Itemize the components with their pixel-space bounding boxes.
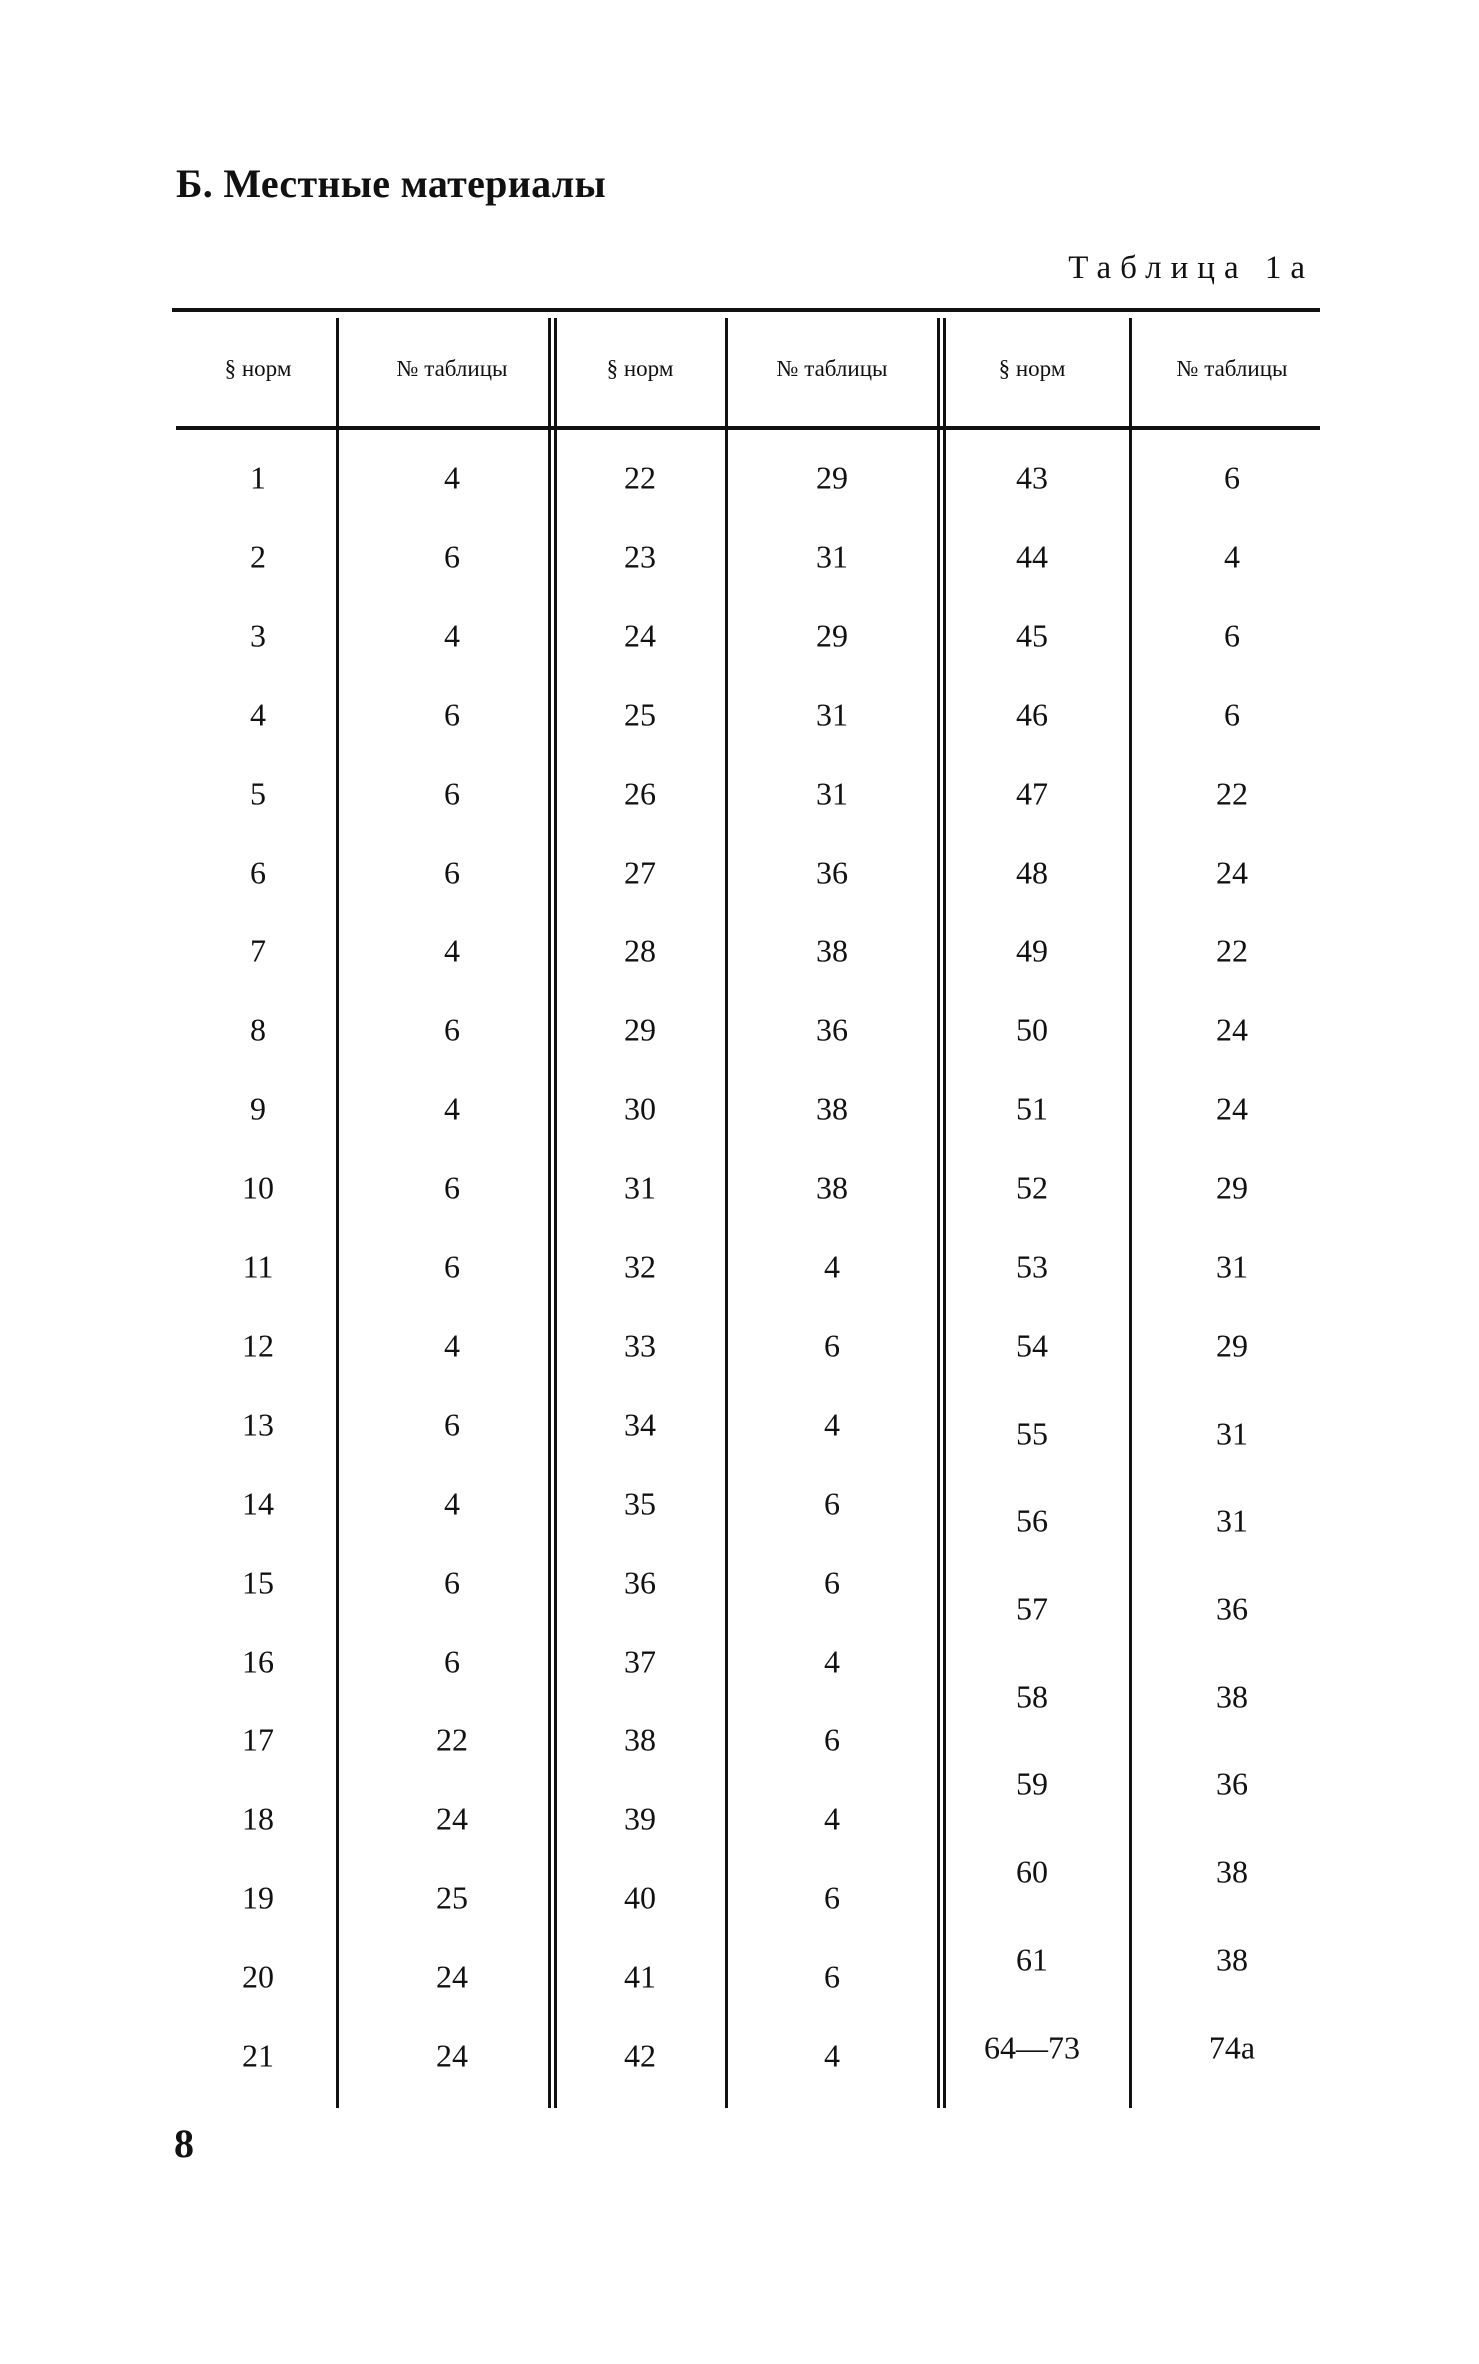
table-cell: 24 [1216, 1011, 1248, 1048]
table-cell: 10 [242, 1169, 274, 1206]
table-cell: 74а [1208, 2029, 1256, 2065]
table-cell: 22 [1216, 932, 1248, 969]
table-cell: 6 [1224, 696, 1240, 733]
table-cell: 31 [816, 538, 848, 575]
column-header: § норм [606, 356, 674, 381]
table-cell: 54 [1016, 1327, 1048, 1364]
table-cell: 6 [444, 775, 460, 812]
table-cell: 6 [824, 1721, 840, 1758]
table-cell: 34 [624, 1406, 656, 1443]
table-cell: 4 [444, 1327, 460, 1364]
table-cell: 39 [624, 1800, 656, 1837]
table-cell: 38 [816, 1090, 848, 1127]
table-cell: 44 [1016, 538, 1048, 575]
table-cell: 4 [444, 1090, 460, 1127]
table-cell: 58 [1016, 1678, 1048, 1715]
table-cell: 36 [816, 854, 848, 890]
table-cell: 6 [444, 696, 460, 733]
table-cell: 3 [250, 617, 266, 654]
table-cell: 29 [624, 1011, 656, 1048]
table-cell: 6 [824, 1564, 840, 1601]
table-cell: 18 [242, 1800, 274, 1837]
table-cell: 46 [1016, 696, 1048, 733]
table-cell: 22 [1216, 775, 1248, 812]
table-cell: 60 [1016, 1853, 1048, 1890]
table-cell: 25 [436, 1879, 468, 1916]
table-cell: 4 [444, 932, 460, 969]
table-cell: 38 [624, 1721, 656, 1758]
table-cell: 52 [1016, 1169, 1048, 1206]
column-header: № таблицы [1176, 356, 1288, 381]
column-divider [1129, 318, 1132, 2108]
table-cell: 27 [624, 854, 656, 890]
table-cell: 29 [1216, 1327, 1248, 1364]
table-cell: 4 [250, 696, 266, 733]
table-cell: 15 [242, 1564, 274, 1601]
table-cell: 35 [624, 1485, 656, 1522]
table-cell: 57 [1016, 1590, 1048, 1627]
table-cell: 43 [1016, 459, 1048, 496]
column-header: § норм [998, 356, 1066, 381]
table-cell: 31 [1216, 1248, 1248, 1285]
table-cell: 32 [624, 1248, 656, 1285]
table-cell: 29 [1216, 1169, 1248, 1206]
group-divider-double [548, 318, 557, 2108]
table-cell: 51 [1016, 1090, 1048, 1127]
column-divider [336, 318, 339, 2108]
table-cell: 29 [816, 617, 848, 654]
table-cell: 25 [624, 696, 656, 733]
table-cell: 22 [436, 1721, 468, 1758]
page-number: 8 [174, 2121, 194, 2166]
table-cell: 38 [1216, 1678, 1248, 1715]
group-divider-double [937, 318, 946, 2108]
table-caption: Таблица 1а [1068, 250, 1314, 286]
table-cell: 6 [444, 1248, 460, 1285]
table-cell: 24 [624, 617, 656, 654]
table-cell: 24 [436, 2037, 468, 2074]
table-cell: 59 [1016, 1765, 1048, 1802]
table-cell: 20 [242, 1958, 274, 1995]
table-cell: 41 [624, 1958, 656, 1995]
table-cell: 31 [816, 775, 848, 812]
table-cell: 6 [444, 1564, 460, 1601]
table-cell: 24 [436, 1800, 468, 1837]
table-cell: 48 [1016, 854, 1048, 890]
table-top-rule [172, 308, 1320, 312]
table-cell: 24 [1216, 854, 1248, 890]
table-cell: 4 [1224, 538, 1240, 575]
table-cell: 6 [1224, 617, 1240, 654]
table-cell: 31 [1216, 1502, 1248, 1539]
table-cell: 13 [242, 1406, 274, 1443]
table-cell: 49 [1016, 932, 1048, 969]
table-cell: 4 [824, 1800, 840, 1837]
column-header: § норм [224, 356, 292, 381]
table-cell: 4 [824, 1248, 840, 1285]
table-cell: 5 [250, 775, 266, 812]
table-cell: 6 [1224, 459, 1240, 496]
table-cell: 53 [1016, 1248, 1048, 1285]
table-cell: 6 [444, 1406, 460, 1443]
table-cell: 6 [250, 854, 266, 890]
table-cell: 2 [250, 538, 266, 575]
table-cell: 38 [1216, 1853, 1248, 1890]
table-cell: 47 [1016, 775, 1048, 812]
table-cell: 6 [444, 1169, 460, 1206]
table-cell: 28 [624, 932, 656, 969]
table-cell: 6 [824, 1327, 840, 1364]
table-cell: 11 [242, 1248, 274, 1285]
norms-table [172, 308, 1320, 2108]
table-cell: 50 [1016, 1011, 1048, 1048]
table-cell: 4 [444, 1485, 460, 1522]
table-cell: 38 [816, 1169, 848, 1206]
table-cell: 40 [624, 1879, 656, 1916]
column-header: № таблицы [776, 356, 888, 381]
column-header: № таблицы [396, 356, 508, 381]
table-cell: 4 [824, 2037, 840, 2074]
table-cell: 24 [436, 1958, 468, 1995]
table-cell: 12 [242, 1327, 274, 1364]
table-cell: 6 [444, 1643, 460, 1679]
table-cell: 19 [242, 1879, 274, 1916]
table-cell: 9 [250, 1090, 266, 1127]
table-cell: 36 [1216, 1590, 1248, 1627]
table-cell: 38 [1216, 1941, 1248, 1978]
table-cell: 23 [624, 538, 656, 575]
table-cell: 14 [242, 1485, 274, 1522]
table-cell: 36 [624, 1564, 656, 1601]
table-cell: 4 [824, 1643, 840, 1679]
table-cell: 6 [824, 1485, 840, 1522]
table-cell: 6 [824, 1879, 840, 1916]
table-cell: 55 [1016, 1415, 1048, 1452]
table-cell: 4 [444, 617, 460, 654]
section-heading: Б. Местные материалы [176, 161, 607, 206]
table-cell: 30 [624, 1090, 656, 1127]
table-cell: 16 [242, 1643, 274, 1679]
table-cell: 36 [1216, 1765, 1248, 1802]
table-cell: 37 [624, 1643, 656, 1679]
table-cell: 6 [824, 1958, 840, 1995]
header-bottom-rule [176, 426, 1320, 430]
table-cell: 26 [624, 775, 656, 812]
table-cell: 31 [1216, 1415, 1248, 1452]
table-cell: 21 [242, 2037, 274, 2074]
table-cell: 36 [816, 1011, 848, 1048]
table-cell: 6 [444, 538, 460, 575]
table-cell: 6 [444, 854, 460, 890]
table-cell: 42 [624, 2037, 656, 2074]
table-cell: 8 [250, 1011, 266, 1048]
table-cell: 4 [824, 1406, 840, 1443]
table-cell: 24 [1216, 1090, 1248, 1127]
table-cell: 4 [444, 459, 460, 496]
table-cell: 17 [242, 1721, 274, 1758]
table-cell: 22 [624, 459, 656, 496]
table-cell: 7 [250, 932, 266, 969]
table-cell: 56 [1016, 1502, 1048, 1539]
table-cell: 64—73 [984, 2029, 1080, 2065]
table-cell: 29 [816, 459, 848, 496]
table-cell: 6 [444, 1011, 460, 1048]
table-cell: 61 [1016, 1941, 1048, 1978]
table-cell: 1 [250, 459, 266, 496]
column-divider [725, 318, 728, 2108]
table-cell: 38 [816, 932, 848, 969]
table-cell: 31 [624, 1169, 656, 1206]
table-cell: 45 [1016, 617, 1048, 654]
table-cell: 33 [624, 1327, 656, 1364]
table-cell: 31 [816, 696, 848, 733]
